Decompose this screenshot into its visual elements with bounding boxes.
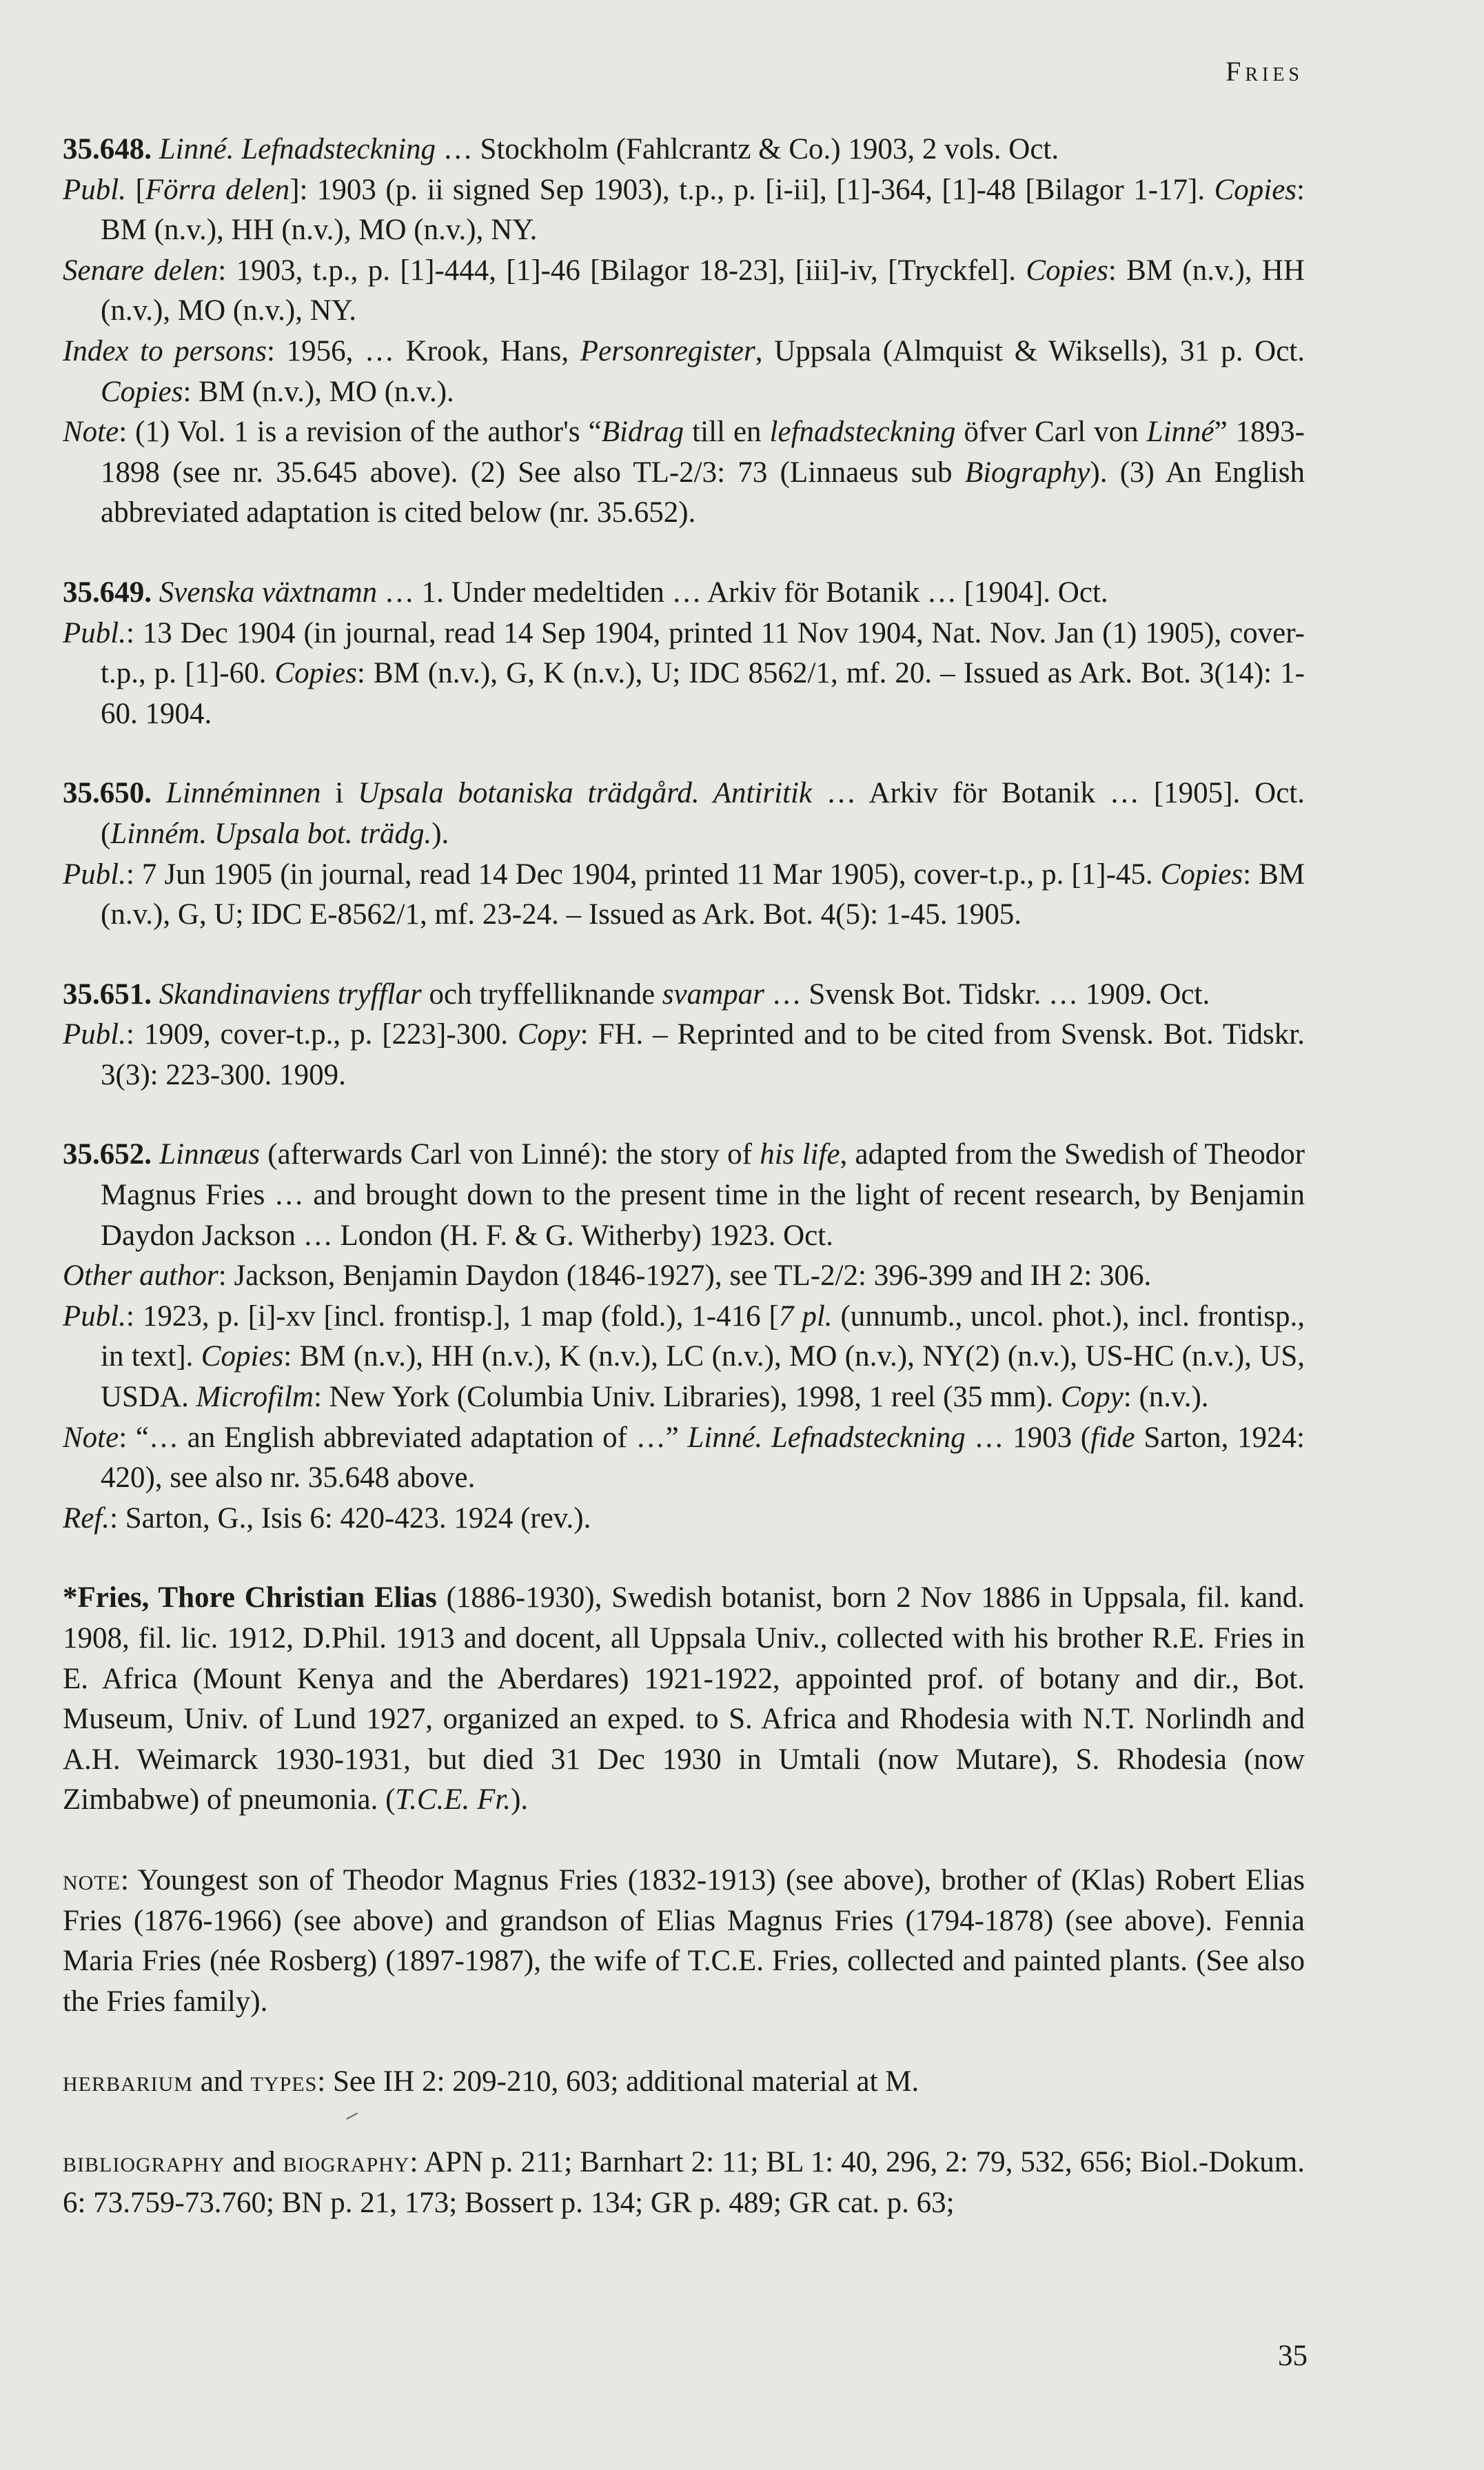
text-run: : 1923, p. [i]-xv [incl. frontisp.], 1 map (fold.), 1-416 [	[125, 1299, 779, 1333]
entry-detail-line	[63, 332, 1305, 412]
italic-text: Publ.	[63, 858, 126, 891]
text-run: : BM (n.v.), G, U; IDC E-8562/1, mf. 23-24. – Issued as Ark. Bot. 4(5): 1-45. 1905.	[101, 858, 1305, 931]
italic-text: Copy	[517, 1018, 580, 1051]
bibliography-text: : APN p. 211; Barnhart 2: 11; BL 1: 40, 296, 2: 79, 532, 656; Biol.-Dokum. 6: 73.759-73.760; BN p. 21, 173; Bossert p. 134; GR p. 489; GR cat. p. 63;	[63, 2145, 1305, 2219]
entry-number: 35.650.	[63, 777, 152, 810]
italic-text: svampar	[662, 978, 764, 1011]
entry-detail-line	[63, 1499, 1305, 1539]
italic-text: Publ.	[63, 1018, 126, 1051]
text-run: ). (3) An English abbreviated adaptation is cited below (nr. 35.652).	[101, 456, 1305, 529]
italic-text: Upsala botaniska trädgård. Antiritik	[358, 777, 813, 810]
entry-detail-line	[63, 614, 1305, 735]
entry-title-line	[63, 573, 1305, 614]
italic-text: Linném. Upsala bot. trädg.	[110, 817, 432, 850]
text-run: ” 1893-1898 (see nr. 35.645 above). (2) See also TL-2/3: 73 (Linnaeus sub	[101, 416, 1305, 489]
text-run: : 1903, t.p., p. [1]-444, [1]-46 [Bilagor 18-23], [iii]-iv, [Tryckfel].	[218, 254, 1026, 287]
italic-text: Other author	[63, 1259, 218, 1293]
italic-text: Personregister	[580, 334, 755, 367]
text-run: ]: 1903 (p. ii signed Sep 1903), t.p., p. [i-ii], [1]-364, [1]-48 [Bilagor 1-17].	[289, 173, 1214, 206]
italic-text: Linnæus	[159, 1138, 261, 1171]
entry-number: 35.652.	[63, 1138, 152, 1171]
italic-text: Linné. Lefnadsteckning	[159, 133, 436, 165]
author-name: *Fries, Thore Christian Elias	[63, 1581, 437, 1614]
italic-text: Copies	[274, 657, 357, 690]
page-content	[63, 130, 1305, 2263]
text-run: (afterwards Carl von Linné): the story of	[260, 1138, 760, 1171]
text-run: … 1. Under medeltiden … Arkiv för Botanik … [1904]. Oct.	[377, 576, 1108, 609]
text-run: , adapted from the Swedish of Theodor Magnus Fries … and brought down to the present time in the light of recent research, by Benjamin Daydon Jackson … London (H. F. & G. Witherby) 1923. Oct.	[101, 1138, 1305, 1252]
text-run: , Uppsala (Almquist & Wiksells), 31 p. Oct.	[755, 334, 1305, 367]
italic-text: Microfilm	[196, 1381, 314, 1414]
italic-text: Note	[63, 1421, 119, 1454]
text-run: : FH. – Reprinted and to be cited from Svensk. Bot. Tidskr. 3(3): 223-300. 1909.	[101, 1018, 1305, 1091]
text-run: : 13 Dec 1904 (in journal, read 14 Sep 1904, printed 11 Nov 1904, Nat. Nov. Jan (1) 1905), cover-t.p., p. [1]-60.	[101, 616, 1305, 690]
note-label: note	[63, 1863, 121, 1896]
italic-text: Bidrag	[601, 416, 684, 449]
text-run: … Svensk Bot. Tidskr. … 1909. Oct.	[764, 978, 1210, 1011]
entry-detail-line	[63, 1256, 1305, 1297]
italic-text: Copies	[101, 375, 183, 408]
entry-detail-line	[63, 412, 1305, 534]
herbarium-label: herbarium	[63, 2065, 194, 2098]
text-run: : BM (n.v.), HH (n.v.), K (n.v.), LC (n.v.), MO (n.v.), NY(2) (n.v.), US-HC (n.v.), US, USDA.	[101, 1340, 1305, 1414]
entry-detail-line	[63, 251, 1305, 332]
herbarium-section	[63, 2062, 1305, 2103]
entry-35-652	[63, 1135, 1305, 1539]
italic-text: Copies	[1026, 254, 1108, 287]
italic-text: Ref.	[63, 1501, 110, 1535]
types-label: types	[250, 2065, 318, 2098]
text-run: : Jackson, Benjamin Daydon (1846-1927), see TL-2/2: 396-399 and IH 2: 306.	[218, 1259, 1152, 1293]
italic-text: Publ.	[63, 1299, 126, 1333]
entry-detail-line	[63, 1297, 1305, 1418]
text-run: : “… an English abbreviated adaptation of …”	[119, 1421, 688, 1454]
text-run: : BM (n.v.), HH (n.v.), MO (n.v.), NY.	[101, 254, 1305, 327]
text-run: : BM (n.v.), MO (n.v.).	[183, 375, 454, 408]
italic-text: Senare delen	[63, 254, 218, 287]
text-run: : 7 Jun 1905 (in journal, read 14 Dec 1904, printed 11 Mar 1905), cover-t.p., p. [1]-45.	[125, 858, 1161, 891]
entry-number: 35.648.	[63, 133, 152, 165]
text-run: : 1909, cover-t.p., p. [223]-300.	[125, 1018, 518, 1051]
italic-text: Index to persons	[63, 334, 267, 367]
italic-text: Biography	[964, 456, 1090, 489]
italic-text: lefnadsteckning	[769, 416, 956, 449]
biography-label: biography	[283, 2145, 410, 2178]
entry-detail-line	[63, 855, 1305, 935]
text-run: (unnumb., uncol. phot.), incl. frontisp., in text].	[101, 1299, 1305, 1373]
italic-text: Förra delen	[145, 173, 290, 206]
italic-text: Copies	[1214, 173, 1297, 206]
note-text: : Youngest son of Theodor Magnus Fries (1832-1913) (see above), brother of (Klas) Robert Elias Fries (1876-1966) (see above) and grandson of Elias Magnus Fries (1794-1878) (see above). Fennia Maria Fries (née Rosberg) (1897-1987), the wife of T.C.E. Fries, collected and painted plants. (See also the Fries family).	[63, 1863, 1305, 2018]
text-run: : (n.v.).	[1123, 1381, 1209, 1414]
entry-title-line	[63, 773, 1305, 854]
biography-end: ).	[511, 1783, 529, 1816]
text-run: : BM (n.v.), HH (n.v.), MO (n.v.), NY.	[101, 173, 1305, 247]
italic-text: Skandinaviens tryfflar	[159, 978, 422, 1011]
entry-35-651	[63, 975, 1305, 1096]
italic-text: Svenska växtnamn	[159, 576, 378, 609]
italic-text: Publ.	[63, 616, 126, 649]
text-run: i	[321, 777, 358, 810]
biography-paragraph	[63, 1578, 1305, 1821]
italic-text: fide	[1090, 1421, 1135, 1454]
italic-text: Note	[63, 416, 119, 449]
entry-number: 35.651.	[63, 978, 152, 1011]
herbarium-joiner: and	[193, 2065, 251, 2098]
entry-35-649	[63, 573, 1305, 734]
entry-detail-line	[63, 1418, 1305, 1499]
page-number: 35	[1278, 2340, 1308, 2372]
text-run: [	[125, 173, 145, 206]
note-section	[63, 1861, 1305, 2022]
text-run: och tryffelliknande	[421, 978, 662, 1011]
italic-text: Publ.	[63, 173, 126, 206]
text-run: … Stockholm (Fahlcrantz & Co.) 1903, 2 vols. Oct.	[436, 133, 1059, 165]
italic-text: Copies	[201, 1340, 284, 1373]
italic-text: 7 pl.	[778, 1299, 833, 1333]
herbarium-text: : See IH 2: 209-210, 603; additional material at M.	[317, 2065, 919, 2098]
entry-number: 35.649.	[63, 576, 152, 609]
text-run: : Sarton, G., Isis 6: 420-423. 1924 (rev.).	[110, 1501, 591, 1535]
bibliography-section	[63, 2143, 1305, 2223]
bibliography-entries	[63, 130, 1305, 1539]
italic-text: Linné. Lefnadsteckning	[687, 1421, 966, 1454]
text-run: till en	[684, 416, 770, 449]
italic-text: Copies	[1160, 858, 1243, 891]
entry-detail-line	[63, 1015, 1305, 1095]
bibliography-joiner: and	[225, 2145, 283, 2178]
entry-title-line	[63, 130, 1305, 170]
italic-text: his life	[760, 1138, 840, 1171]
italic-text: Linné	[1146, 416, 1214, 449]
author-abbrev: T.C.E. Fr.	[395, 1783, 511, 1816]
entry-title-line	[63, 975, 1305, 1015]
running-head: Fries	[1226, 56, 1303, 87]
text-run: : (1) Vol. 1 is a revision of the author's “	[119, 416, 602, 449]
bibliography-label: bibliography	[63, 2145, 225, 2178]
text-run: : New York (Columbia Univ. Libraries), 1998, 1 reel (35 mm).	[313, 1381, 1061, 1414]
text-run: … Arkiv för Botanik … [1905]. Oct. (	[101, 777, 1305, 850]
text-run: : BM (n.v.), G, K (n.v.), U; IDC 8562/1, mf. 20. – Issued as Ark. Bot. 3(14): 1-60. 1904.	[101, 657, 1305, 730]
italic-text: Linnéminnen	[165, 777, 321, 810]
text-run: ).	[431, 817, 449, 850]
entry-detail-line	[63, 170, 1305, 251]
entry-title-line	[63, 1135, 1305, 1256]
text-run: : 1956, … Krook, Hans,	[267, 334, 580, 367]
biography-text: (1886-1930), Swedish botanist, born 2 Nov 1886 in Uppsala, fil. kand. 1908, fil. lic. 1912, D.Phil. 1913 and docent, all Uppsala Univ., collected with his brother R.E. Fries in E. Africa (Mount Kenya and the Aberdares) 1921-1922, appointed prof. of botany and dir., Bot. Museum, Univ. of Lund 1927, organized an exped. to S. Africa and Rhodesia with N.T. Norlindh and A.H. Weimarck 1930-1931, but died 31 Dec 1930 in Umtali (now Mutare), S. Rhodesia (now Zimbabwe) of pneumonia. (	[63, 1581, 1305, 1816]
entry-35-650	[63, 773, 1305, 935]
text-run: … 1903 (	[965, 1421, 1091, 1454]
italic-text: Copy	[1060, 1381, 1124, 1414]
entry-35-648	[63, 130, 1305, 534]
text-run: öfver Carl von	[955, 416, 1147, 449]
text-run: Sarton, 1924: 420), see also nr. 35.648 above.	[101, 1421, 1305, 1495]
